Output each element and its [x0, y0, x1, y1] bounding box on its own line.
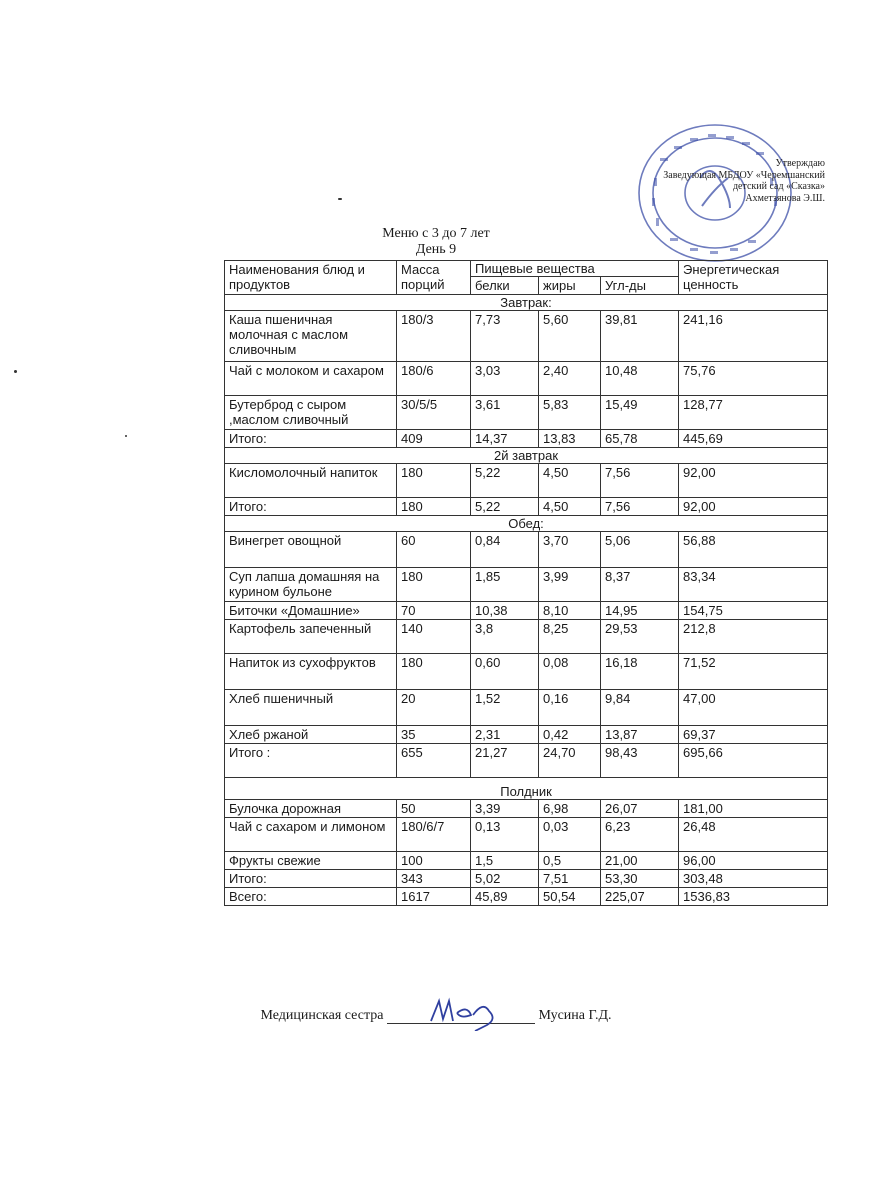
- cell-name: Чай с сахаром и лимоном: [225, 818, 397, 852]
- cell-fat: 8,10: [539, 602, 601, 620]
- table-row: [225, 870, 828, 888]
- cell-fat: 0,03: [539, 818, 601, 852]
- cell-mass: 50: [397, 800, 471, 818]
- cell-name: Чай с молоком и сахаром: [225, 362, 397, 396]
- table-row: [225, 654, 828, 690]
- cell-protein: 5,22: [471, 464, 539, 498]
- cell-energy: 154,75: [679, 602, 828, 620]
- cell-mass: 100: [397, 852, 471, 870]
- table-row: [225, 818, 828, 852]
- cell-fat: 13,83: [539, 430, 601, 448]
- cell-mass: 30/5/5: [397, 396, 471, 430]
- cell-mass: 180: [397, 654, 471, 690]
- table-row: [225, 726, 828, 744]
- cell-fat: 4,50: [539, 498, 601, 516]
- cell-mass: 70: [397, 602, 471, 620]
- section-row: [225, 778, 828, 800]
- cell-energy: 303,48: [679, 870, 828, 888]
- section-row: [225, 516, 828, 532]
- cell-name: Хлеб ржаной: [225, 726, 397, 744]
- cell-fat: 4,50: [539, 464, 601, 498]
- table-row: [225, 852, 828, 870]
- cell-energy: 445,69: [679, 430, 828, 448]
- approval-block: [650, 158, 825, 204]
- table-row: [225, 362, 828, 396]
- header-fat: жиры: [539, 277, 601, 295]
- cell-carbs: 7,56: [601, 498, 679, 516]
- cell-energy: 75,76: [679, 362, 828, 396]
- table-row: [225, 430, 828, 448]
- cell-mass: 60: [397, 532, 471, 568]
- table-header-row: [225, 261, 828, 277]
- cell-protein: 3,8: [471, 620, 539, 654]
- cell-mass: 655: [397, 744, 471, 778]
- cell-protein: 3,61: [471, 396, 539, 430]
- menu-table: [224, 260, 828, 906]
- table-row: [225, 464, 828, 498]
- header-nutrients: Пищевые вещества: [471, 261, 679, 277]
- header-energy: Энергетическая ценность: [679, 261, 828, 295]
- section-title: 2й завтрак: [225, 448, 828, 464]
- cell-carbs: 53,30: [601, 870, 679, 888]
- cell-energy: 96,00: [679, 852, 828, 870]
- table-row: [225, 800, 828, 818]
- table-row: [225, 690, 828, 726]
- cell-protein: 3,39: [471, 800, 539, 818]
- cell-protein: 21,27: [471, 744, 539, 778]
- cell-protein: 5,02: [471, 870, 539, 888]
- cell-name: Винегрет овощной: [225, 532, 397, 568]
- cell-name: Каша пшеничная молочная с маслом сливочным: [225, 311, 397, 362]
- cell-protein: 1,5: [471, 852, 539, 870]
- cell-carbs: 10,48: [601, 362, 679, 396]
- cell-name: Кисломолочный напиток: [225, 464, 397, 498]
- cell-carbs: 6,23: [601, 818, 679, 852]
- cell-protein: 0,13: [471, 818, 539, 852]
- cell-protein: 1,85: [471, 568, 539, 602]
- cell-mass: 35: [397, 726, 471, 744]
- cell-protein: 0,60: [471, 654, 539, 690]
- cell-protein: 7,73: [471, 311, 539, 362]
- cell-carbs: 98,43: [601, 744, 679, 778]
- cell-carbs: 39,81: [601, 311, 679, 362]
- cell-fat: 2,40: [539, 362, 601, 396]
- cell-fat: 0,08: [539, 654, 601, 690]
- cell-fat: 5,60: [539, 311, 601, 362]
- section-title: Полдник: [225, 778, 828, 800]
- cell-energy: 695,66: [679, 744, 828, 778]
- cell-mass: 180: [397, 498, 471, 516]
- total-energy: 1536,83: [679, 888, 828, 906]
- cell-carbs: 16,18: [601, 654, 679, 690]
- signature-field: [387, 1009, 535, 1024]
- section-title: Завтрак:: [225, 295, 828, 311]
- cell-mass: 343: [397, 870, 471, 888]
- cell-carbs: 29,53: [601, 620, 679, 654]
- table-row: [225, 744, 828, 778]
- approval-line-3: Ахметзянова Э.Ш.: [745, 192, 825, 204]
- cell-mass: 180/6: [397, 362, 471, 396]
- cell-energy: 92,00: [679, 464, 828, 498]
- total-fat: 50,54: [539, 888, 601, 906]
- nurse-label: Медицинская сестра: [260, 1008, 384, 1023]
- table-row: [225, 602, 828, 620]
- cell-mass: 140: [397, 620, 471, 654]
- cell-carbs: 13,87: [601, 726, 679, 744]
- table-row: [225, 532, 828, 568]
- cell-mass: 409: [397, 430, 471, 448]
- cell-name: Картофель запеченный: [225, 620, 397, 654]
- header-name: Наименования блюд и продуктов: [225, 261, 397, 295]
- cell-carbs: 15,49: [601, 396, 679, 430]
- signature-line: [0, 1008, 872, 1024]
- cell-energy: 71,52: [679, 654, 828, 690]
- cell-name: Бутерброд с сыром ,маслом сливочный: [225, 396, 397, 430]
- cell-fat: 5,83: [539, 396, 601, 430]
- cell-carbs: 7,56: [601, 464, 679, 498]
- cell-fat: 0,16: [539, 690, 601, 726]
- header-carbs: Угл-ды: [601, 277, 679, 295]
- cell-name: Хлеб пшеничный: [225, 690, 397, 726]
- cell-mass: 180: [397, 568, 471, 602]
- cell-name: Булочка дорожная: [225, 800, 397, 818]
- cell-mass: 180/3: [397, 311, 471, 362]
- cell-energy: 241,16: [679, 311, 828, 362]
- cell-mass: 180: [397, 464, 471, 498]
- cell-fat: 7,51: [539, 870, 601, 888]
- total-name: Всего:: [225, 888, 397, 906]
- section-title: Обед:: [225, 516, 828, 532]
- cell-energy: 212,8: [679, 620, 828, 654]
- cell-carbs: 26,07: [601, 800, 679, 818]
- table-row: [225, 311, 828, 362]
- handwritten-signature: [427, 995, 507, 1031]
- cell-name: Итого:: [225, 870, 397, 888]
- cell-carbs: 14,95: [601, 602, 679, 620]
- total-row: [225, 888, 828, 906]
- cell-fat: 0,5: [539, 852, 601, 870]
- approval-line-1: Заведующая МБДОУ «Черемшанский: [663, 169, 825, 181]
- cell-fat: 6,98: [539, 800, 601, 818]
- total-carbs: 225,07: [601, 888, 679, 906]
- cell-mass: 180/6/7: [397, 818, 471, 852]
- cell-energy: 56,88: [679, 532, 828, 568]
- cell-name: Итого:: [225, 498, 397, 516]
- cell-protein: 1,52: [471, 690, 539, 726]
- approval-line-2: детский сад «Сказка»: [732, 181, 825, 192]
- cell-protein: 3,03: [471, 362, 539, 396]
- cell-fat: 8,25: [539, 620, 601, 654]
- nurse-name: Мусина Г.Д.: [538, 1008, 612, 1023]
- total-mass: 1617: [397, 888, 471, 906]
- cell-protein: 5,22: [471, 498, 539, 516]
- menu-day: День 9: [415, 242, 457, 257]
- cell-protein: 14,37: [471, 430, 539, 448]
- table-row: [225, 620, 828, 654]
- table-row: [225, 498, 828, 516]
- cell-carbs: 5,06: [601, 532, 679, 568]
- total-protein: 45,89: [471, 888, 539, 906]
- cell-carbs: 8,37: [601, 568, 679, 602]
- cell-energy: 83,34: [679, 568, 828, 602]
- table-row: [225, 568, 828, 602]
- cell-carbs: 21,00: [601, 852, 679, 870]
- header-protein: белки: [471, 277, 539, 295]
- cell-protein: 2,31: [471, 726, 539, 744]
- cell-carbs: 9,84: [601, 690, 679, 726]
- cell-name: Биточки «Домашние»: [225, 602, 397, 620]
- approval-title: Утверждаю: [775, 158, 825, 169]
- cell-energy: 47,00: [679, 690, 828, 726]
- cell-fat: 3,70: [539, 532, 601, 568]
- cell-fat: 3,99: [539, 568, 601, 602]
- cell-energy: 26,48: [679, 818, 828, 852]
- table-row: [225, 396, 828, 430]
- cell-protein: 0,84: [471, 532, 539, 568]
- cell-energy: 181,00: [679, 800, 828, 818]
- cell-energy: 92,00: [679, 498, 828, 516]
- cell-fat: 0,42: [539, 726, 601, 744]
- cell-carbs: 65,78: [601, 430, 679, 448]
- cell-name: Итого :: [225, 744, 397, 778]
- cell-fat: 24,70: [539, 744, 601, 778]
- cell-protein: 10,38: [471, 602, 539, 620]
- cell-name: Итого:: [225, 430, 397, 448]
- menu-title: Меню с 3 до 7 лет: [382, 226, 490, 241]
- cell-name: Напиток из сухофруктов: [225, 654, 397, 690]
- section-row: [225, 448, 828, 464]
- cell-name: Суп лапша домашняя на курином бульоне: [225, 568, 397, 602]
- cell-energy: 69,37: [679, 726, 828, 744]
- cell-energy: 128,77: [679, 396, 828, 430]
- cell-name: Фрукты свежие: [225, 852, 397, 870]
- section-row: [225, 295, 828, 311]
- header-mass: Масса порций: [397, 261, 471, 295]
- cell-mass: 20: [397, 690, 471, 726]
